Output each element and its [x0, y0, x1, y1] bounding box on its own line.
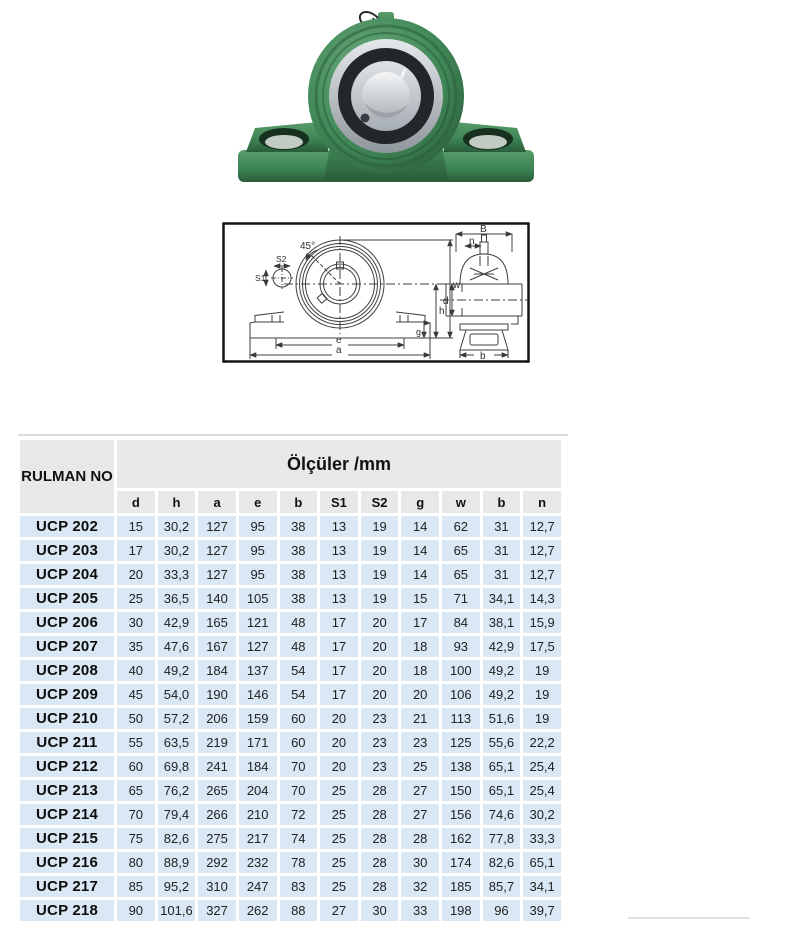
dimension-cell: 217	[239, 828, 277, 849]
dimension-cell: 150	[442, 780, 480, 801]
dimension-cell: 30	[117, 612, 155, 633]
table-row	[20, 756, 561, 777]
dimensions-table	[17, 437, 564, 924]
dimension-cell: 19	[361, 540, 399, 561]
dimension-cell: 48	[280, 612, 318, 633]
dimension-cell: 70	[117, 804, 155, 825]
dimension-cell: 49,2	[483, 660, 521, 681]
dimension-cell: 25	[320, 780, 358, 801]
dimension-cell: 31	[483, 564, 521, 585]
h-label: h	[439, 306, 445, 317]
dimension-cell: 327	[198, 900, 236, 921]
dimension-cell: 75	[117, 828, 155, 849]
dimension-cell: 17	[117, 540, 155, 561]
table-row	[20, 540, 561, 561]
dimension-cell: 265	[198, 780, 236, 801]
w-label: w	[453, 280, 461, 291]
column-header: S1	[320, 491, 358, 513]
dimension-cell: 54	[280, 684, 318, 705]
dimension-cell: 198	[442, 900, 480, 921]
dimension-cell: 95	[239, 516, 277, 537]
dimension-cell: 19	[523, 684, 561, 705]
dimension-cell: 85,7	[483, 876, 521, 897]
dimension-cell: 34,1	[523, 876, 561, 897]
bearing-no: UCP 208	[20, 660, 114, 681]
bearing-no: UCP 209	[20, 684, 114, 705]
column-header: b	[483, 491, 521, 513]
dimension-cell: 25	[401, 756, 439, 777]
dimension-cell: 38	[280, 540, 318, 561]
dimension-cell: 262	[239, 900, 277, 921]
dimension-cell: 62	[442, 516, 480, 537]
s2-label: S2	[276, 254, 287, 264]
dimension-cell: 33,3	[158, 564, 196, 585]
row-header-title: RULMAN NO	[20, 440, 114, 513]
dimension-cell: 121	[239, 612, 277, 633]
dimension-cell: 19	[523, 660, 561, 681]
bearing-no: UCP 213	[20, 780, 114, 801]
dimension-cell: 38	[280, 564, 318, 585]
column-header: g	[401, 491, 439, 513]
dimension-cell: 247	[239, 876, 277, 897]
dimension-cell: 60	[280, 732, 318, 753]
dimension-cell: 20	[361, 660, 399, 681]
bearing-no: UCP 207	[20, 636, 114, 657]
dimension-cell: 206	[198, 708, 236, 729]
dimension-cell: 35	[117, 636, 155, 657]
dimension-cell: 30,2	[523, 804, 561, 825]
dimension-cell: 140	[198, 588, 236, 609]
dimension-cell: 190	[198, 684, 236, 705]
dimension-cell: 310	[198, 876, 236, 897]
d-label: d	[443, 296, 449, 307]
dimension-cell: 51,6	[483, 708, 521, 729]
g-label: g	[416, 327, 422, 337]
dimension-cell: 30,2	[158, 516, 196, 537]
dimension-cell: 65,1	[523, 852, 561, 873]
dimension-cell: 14	[401, 564, 439, 585]
dimension-cell: 70	[280, 780, 318, 801]
dimension-cell: 14	[401, 516, 439, 537]
dimension-cell: 13	[320, 516, 358, 537]
dimension-cell: 219	[198, 732, 236, 753]
dimension-cell: 65	[117, 780, 155, 801]
dimension-cell: 95	[239, 564, 277, 585]
bearing-no: UCP 218	[20, 900, 114, 921]
dimension-cell: 85	[117, 876, 155, 897]
bearing-no: UCP 204	[20, 564, 114, 585]
dimension-cell: 127	[198, 516, 236, 537]
pillow-block-bearing-image	[232, 2, 540, 198]
table-row	[20, 636, 561, 657]
dimension-cell: 113	[442, 708, 480, 729]
dimension-cell: 19	[361, 564, 399, 585]
dimension-cell: 19	[361, 588, 399, 609]
table-row	[20, 516, 561, 537]
dimension-cell: 232	[239, 852, 277, 873]
column-header: b	[280, 491, 318, 513]
column-header: n	[523, 491, 561, 513]
n-label: n	[469, 236, 475, 247]
table-row	[20, 588, 561, 609]
dimension-cell: 93	[442, 636, 480, 657]
dimension-cell: 20	[320, 756, 358, 777]
dimension-cell: 174	[442, 852, 480, 873]
dimension-cell: 80	[117, 852, 155, 873]
dimension-cell: 18	[401, 636, 439, 657]
bearing-no: UCP 212	[20, 756, 114, 777]
B-label: B	[480, 224, 487, 235]
dimension-cell: 127	[239, 636, 277, 657]
dimension-cell: 12,7	[523, 540, 561, 561]
dimension-cell: 55	[117, 732, 155, 753]
dimension-cell: 105	[239, 588, 277, 609]
dimension-cell: 210	[239, 804, 277, 825]
dimension-cell: 63,5	[158, 732, 196, 753]
table-row	[20, 660, 561, 681]
dimension-cell: 49,2	[483, 684, 521, 705]
dimension-cell: 19	[523, 708, 561, 729]
table-row	[20, 684, 561, 705]
dimension-cell: 275	[198, 828, 236, 849]
dimension-cell: 28	[361, 780, 399, 801]
dimension-cell: 17	[320, 636, 358, 657]
dimension-cell: 79,4	[158, 804, 196, 825]
dimension-cell: 45	[117, 684, 155, 705]
column-header: e	[239, 491, 277, 513]
dimension-cell: 14	[401, 540, 439, 561]
dimension-cell: 69,8	[158, 756, 196, 777]
dimension-cell: 96	[483, 900, 521, 921]
dimension-cell: 20	[361, 636, 399, 657]
right-bolt-hole	[463, 128, 513, 150]
dimension-cell: 25	[320, 876, 358, 897]
dimension-cell: 54,0	[158, 684, 196, 705]
dimension-cell: 12,7	[523, 516, 561, 537]
dimension-cell: 25,4	[523, 780, 561, 801]
dimension-cell: 88	[280, 900, 318, 921]
dimension-cell: 65	[442, 564, 480, 585]
dimension-cell: 17	[320, 660, 358, 681]
dimension-cell: 38	[280, 516, 318, 537]
table-row	[20, 780, 561, 801]
dimension-cell: 55,6	[483, 732, 521, 753]
dimension-cell: 47,6	[158, 636, 196, 657]
table-row	[20, 828, 561, 849]
dimension-cell: 28	[361, 876, 399, 897]
table-row	[20, 732, 561, 753]
table-row	[20, 900, 561, 921]
table-row	[20, 852, 561, 873]
dimension-cell: 90	[117, 900, 155, 921]
dimension-cell: 95,2	[158, 876, 196, 897]
dimension-cell: 30	[361, 900, 399, 921]
bottom-rule	[628, 917, 750, 919]
dimension-cell: 13	[320, 540, 358, 561]
bearing-no: UCP 206	[20, 612, 114, 633]
dimension-cell: 23	[361, 708, 399, 729]
table-row	[20, 876, 561, 897]
dimension-cell: 27	[401, 804, 439, 825]
dimension-cell: 83	[280, 876, 318, 897]
dimension-cell: 127	[198, 564, 236, 585]
e-label: e	[336, 335, 342, 346]
a-label: a	[336, 345, 342, 356]
dimension-cell: 25	[320, 828, 358, 849]
dimension-cell: 12,7	[523, 564, 561, 585]
table-row	[20, 564, 561, 585]
dimension-cell: 60	[280, 708, 318, 729]
column-header: h	[158, 491, 196, 513]
dimension-cell: 15	[117, 516, 155, 537]
bearing-no: UCP 205	[20, 588, 114, 609]
column-header: S2	[361, 491, 399, 513]
dimension-cell: 42,9	[158, 612, 196, 633]
bearing-no: UCP 217	[20, 876, 114, 897]
table-top-rule	[18, 434, 568, 436]
dimension-cell: 33	[401, 900, 439, 921]
dimension-cell: 171	[239, 732, 277, 753]
bearing-no: UCP 215	[20, 828, 114, 849]
dimension-cell: 13	[320, 564, 358, 585]
dimension-cell: 167	[198, 636, 236, 657]
dimension-cell: 70	[280, 756, 318, 777]
dimension-diagram	[222, 222, 530, 363]
dimension-cell: 49,2	[158, 660, 196, 681]
dimension-cell: 19	[361, 516, 399, 537]
dimension-cell: 22,2	[523, 732, 561, 753]
dimension-cell: 17	[320, 612, 358, 633]
left-bolt-hole	[259, 128, 309, 150]
dimension-cell: 20	[320, 708, 358, 729]
dimension-cell: 28	[361, 804, 399, 825]
dimension-cell: 82,6	[158, 828, 196, 849]
dimension-cell: 74,6	[483, 804, 521, 825]
dimension-cell: 20	[401, 684, 439, 705]
column-header: d	[117, 491, 155, 513]
dimension-cell: 54	[280, 660, 318, 681]
dimension-cell: 28	[401, 828, 439, 849]
dimension-cell: 50	[117, 708, 155, 729]
dimension-cell: 165	[198, 612, 236, 633]
dimension-cell: 15	[401, 588, 439, 609]
dimension-cell: 27	[401, 780, 439, 801]
dimension-cell: 38,1	[483, 612, 521, 633]
dimension-cell: 159	[239, 708, 277, 729]
dimension-cell: 65,1	[483, 756, 521, 777]
bearing-no: UCP 216	[20, 852, 114, 873]
bearing-no: UCP 211	[20, 732, 114, 753]
dimension-cell: 28	[361, 852, 399, 873]
set-screw	[361, 114, 370, 123]
dimension-cell: 20	[361, 684, 399, 705]
dimension-cell: 42,9	[483, 636, 521, 657]
dimension-cell: 95	[239, 540, 277, 561]
dimension-cell: 20	[320, 732, 358, 753]
dimension-cell: 241	[198, 756, 236, 777]
dimension-cell: 127	[198, 540, 236, 561]
dimension-cell: 34,1	[483, 588, 521, 609]
dimension-cell: 57,2	[158, 708, 196, 729]
dimension-cell: 185	[442, 876, 480, 897]
dimension-cell: 27	[320, 900, 358, 921]
dimension-cell: 184	[198, 660, 236, 681]
dimension-cell: 77,8	[483, 828, 521, 849]
dimension-cell: 146	[239, 684, 277, 705]
dimension-cell: 71	[442, 588, 480, 609]
table-body	[20, 516, 561, 921]
dimension-cell: 72	[280, 804, 318, 825]
dimension-cell: 13	[320, 588, 358, 609]
dimension-cell: 18	[401, 660, 439, 681]
dimension-cell: 23	[401, 732, 439, 753]
dimension-cell: 30,2	[158, 540, 196, 561]
bearing-no: UCP 210	[20, 708, 114, 729]
table-row	[20, 708, 561, 729]
dimension-cell: 78	[280, 852, 318, 873]
dimension-cell: 25	[320, 804, 358, 825]
dimension-cell: 125	[442, 732, 480, 753]
dimension-cell: 33,3	[523, 828, 561, 849]
dimension-cell: 31	[483, 516, 521, 537]
dimension-cell: 82,6	[483, 852, 521, 873]
dimension-cell: 84	[442, 612, 480, 633]
dimension-cell: 100	[442, 660, 480, 681]
dimension-cell: 88,9	[158, 852, 196, 873]
dimension-cell: 137	[239, 660, 277, 681]
dimension-cell: 23	[361, 732, 399, 753]
dimension-cell: 138	[442, 756, 480, 777]
dimension-cell: 184	[239, 756, 277, 777]
dimension-cell: 48	[280, 636, 318, 657]
dimension-cell: 21	[401, 708, 439, 729]
bearing-no: UCP 214	[20, 804, 114, 825]
dimension-cell: 17	[320, 684, 358, 705]
dimension-cell: 38	[280, 588, 318, 609]
dimension-cell: 162	[442, 828, 480, 849]
b-label: b	[480, 351, 486, 362]
angle-label: 45°	[300, 241, 316, 252]
column-header: a	[198, 491, 236, 513]
dimension-cell: 25,4	[523, 756, 561, 777]
dimension-cell: 20	[117, 564, 155, 585]
dimension-cell: 39,7	[523, 900, 561, 921]
dimension-cell: 40	[117, 660, 155, 681]
column-header: w	[442, 491, 480, 513]
dimension-cell: 106	[442, 684, 480, 705]
dimension-cell: 25	[320, 852, 358, 873]
dimension-cell: 14,3	[523, 588, 561, 609]
dimension-cell: 31	[483, 540, 521, 561]
dimension-cell: 156	[442, 804, 480, 825]
group-header: Ölçüler /mm	[117, 440, 561, 488]
table-row	[20, 612, 561, 633]
dimension-cell: 65,1	[483, 780, 521, 801]
dimension-cell: 204	[239, 780, 277, 801]
dimension-cell: 36,5	[158, 588, 196, 609]
dimension-cell: 28	[361, 828, 399, 849]
dimension-cell: 17,5	[523, 636, 561, 657]
dimension-cell: 74	[280, 828, 318, 849]
s1-label: S1	[255, 273, 266, 283]
dimension-cell: 65	[442, 540, 480, 561]
bearing-no: UCP 202	[20, 516, 114, 537]
drawing-border	[224, 224, 529, 362]
dimension-cell: 20	[361, 612, 399, 633]
dimension-cell: 17	[401, 612, 439, 633]
dimension-cell: 32	[401, 876, 439, 897]
dimension-cell: 101,6	[158, 900, 196, 921]
dimension-cell: 292	[198, 852, 236, 873]
product-photo	[232, 2, 540, 198]
table-row	[20, 804, 561, 825]
dimension-cell: 76,2	[158, 780, 196, 801]
dimension-cell: 30	[401, 852, 439, 873]
technical-drawing	[222, 222, 530, 363]
dimension-cell: 15,9	[523, 612, 561, 633]
dimension-cell: 266	[198, 804, 236, 825]
bearing-no: UCP 203	[20, 540, 114, 561]
dimension-cell: 23	[361, 756, 399, 777]
dimension-cell: 60	[117, 756, 155, 777]
dimension-cell: 25	[117, 588, 155, 609]
